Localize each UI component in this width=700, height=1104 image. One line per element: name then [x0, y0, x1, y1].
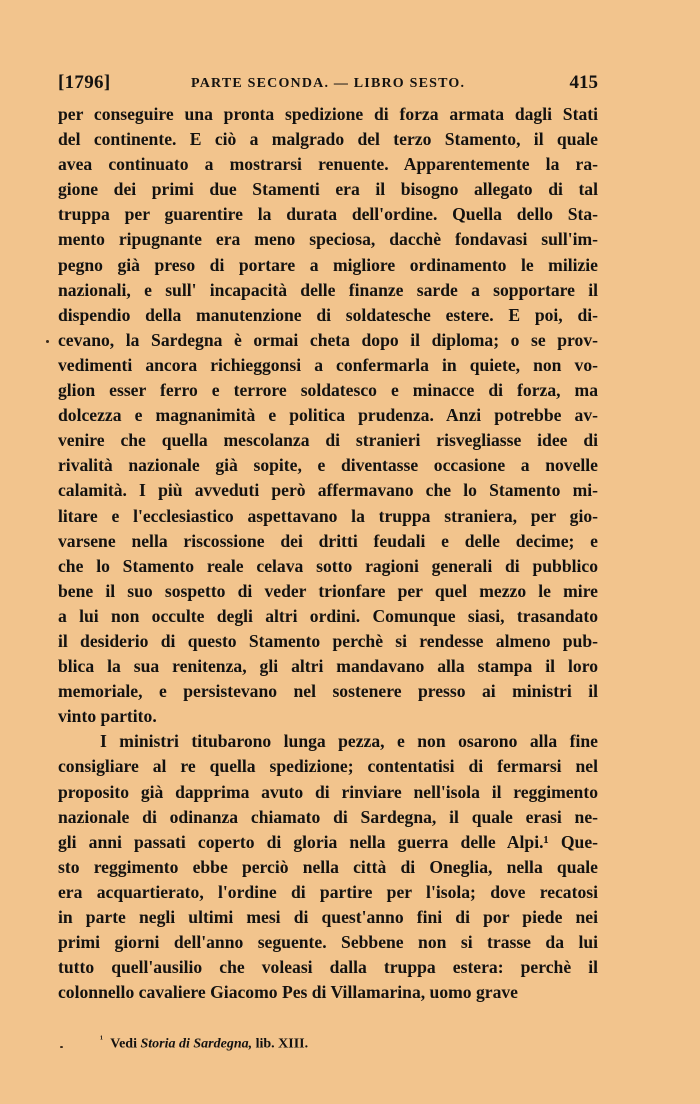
page-number: 415: [569, 72, 598, 93]
text-line: vinto partito.: [58, 706, 157, 727]
text-line: a lui non occulte degli altri ordini. Comunque siasi, trasandato: [58, 605, 598, 626]
header-year: [1796]: [58, 72, 111, 93]
footnote: [100, 1034, 308, 1053]
text-line: dolcezza e magnanimità e politica prudenza. Anzi potrebbe av-: [58, 405, 598, 426]
text-line: del continente. E ciò a malgrado del terzo Stamento, il quale: [58, 129, 598, 150]
text-line: truppa per guarentire la durata dell'ordine. Quella dello Sta-: [58, 204, 598, 225]
text-line: il desiderio di questo Stamento perchè si rendesse almeno pub-: [58, 630, 598, 651]
text-line: varsene nella riscossione dei dritti feudali e delle decime; e: [58, 530, 598, 551]
text-line: I ministri titubarono lunga pezza, e non osarono alla fine: [100, 731, 598, 752]
text-line: blica la sua renitenza, gli altri mandavano alla stampa il loro: [58, 656, 598, 677]
text-line: nazionali, e sull' incapacità delle finanze sarde a sopportare il: [58, 279, 598, 300]
text-line: nazionale di odinanza chiamato di Sardegna, il quale erasi ne-: [58, 806, 598, 827]
text-line: rivalità nazionale già sopite, e diventasse occasione a novelle: [58, 455, 598, 476]
text-line: primi giorni dell'anno seguente. Sebbene non si trasse da lui: [58, 932, 598, 953]
text-line: consigliare al re quella spedizione; contentatisi di fermarsi nel: [58, 756, 598, 777]
text-line: bene il suo sospetto di veder trionfare per quel mezzo le mire: [58, 580, 598, 601]
text-line: sto reggimento ebbe perciò nella città di Oneglia, nella quale: [58, 856, 598, 877]
text-line: litare e l'ecclesiastico aspettavano la truppa straniera, per gio-: [58, 505, 598, 526]
paragraph: [58, 102, 598, 729]
text-line: glion esser ferro e terrore soldatesco e minacce di forza, ma: [58, 380, 598, 401]
footnote-prefix: Vedi: [110, 1036, 137, 1052]
text-line: proposito già dapprima avuto di rinviare nell'isola il reggimento: [58, 781, 598, 802]
text-line: gione dei primi due Stamenti era il bisogno allegato di tal: [58, 179, 598, 200]
text-line: vedimenti ancora richieggonsi a confermarla in quiete, non vo-: [58, 354, 598, 375]
text-line: calamità. I più avveduti però affermavano che lo Stamento mi-: [58, 480, 598, 501]
text-line: che lo Stamento reale celava sotto ragioni generali di pubblico: [58, 555, 598, 576]
text-line: dispendio della manutenzione di soldatesche estere. E poi, di-: [58, 304, 598, 325]
print-speck: [46, 340, 49, 343]
text-line: venire che quella mescolanza di stranieri risvegliasse idee di: [58, 430, 598, 451]
print-speck: [60, 1046, 63, 1048]
text-line: cevano, la Sardegna è ormai cheta dopo il diploma; o se prov-: [58, 329, 598, 350]
footnote-mark: ¹: [100, 1034, 103, 1045]
body-text: [58, 102, 598, 1005]
running-header: [58, 72, 598, 98]
text-line: colonnello cavaliere Giacomo Pes di Villamarina, uomo grave: [58, 982, 518, 1003]
footnote-suffix: lib. XIII.: [255, 1036, 309, 1052]
text-line: mento ripugnante era meno speciosa, dacchè fondavasi sull'im-: [58, 229, 598, 250]
text-line: in parte negli ultimi mesi di quest'anno fini di por piede nei: [58, 907, 598, 927]
text-line: tutto quell'ausilio che voleasi dalla truppa estera: perchè il: [58, 957, 598, 978]
text-line: per conseguire una pronta spedizione di forza armata dagli Stati: [58, 104, 598, 124]
header-title: PARTE SECONDA. — LIBRO SESTO.: [191, 76, 466, 91]
text-line: gli anni passati coperto di gloria nella guerra delle Alpi.¹ Que-: [58, 831, 598, 852]
paragraph: [58, 729, 598, 1005]
footnote-title: Storia di Sardegna,: [140, 1036, 253, 1052]
text-line: era acquartierato, l'ordine di partire per l'isola; dove recatosi: [58, 881, 598, 902]
text-line: avea continuato a mostrarsi renuente. Apparentemente la ra-: [58, 154, 598, 175]
text-line: pegno già preso di portare a migliore ordinamento le milizie: [58, 254, 598, 275]
text-line: memoriale, e persistevano nel sostenere presso ai ministri il: [58, 681, 598, 702]
